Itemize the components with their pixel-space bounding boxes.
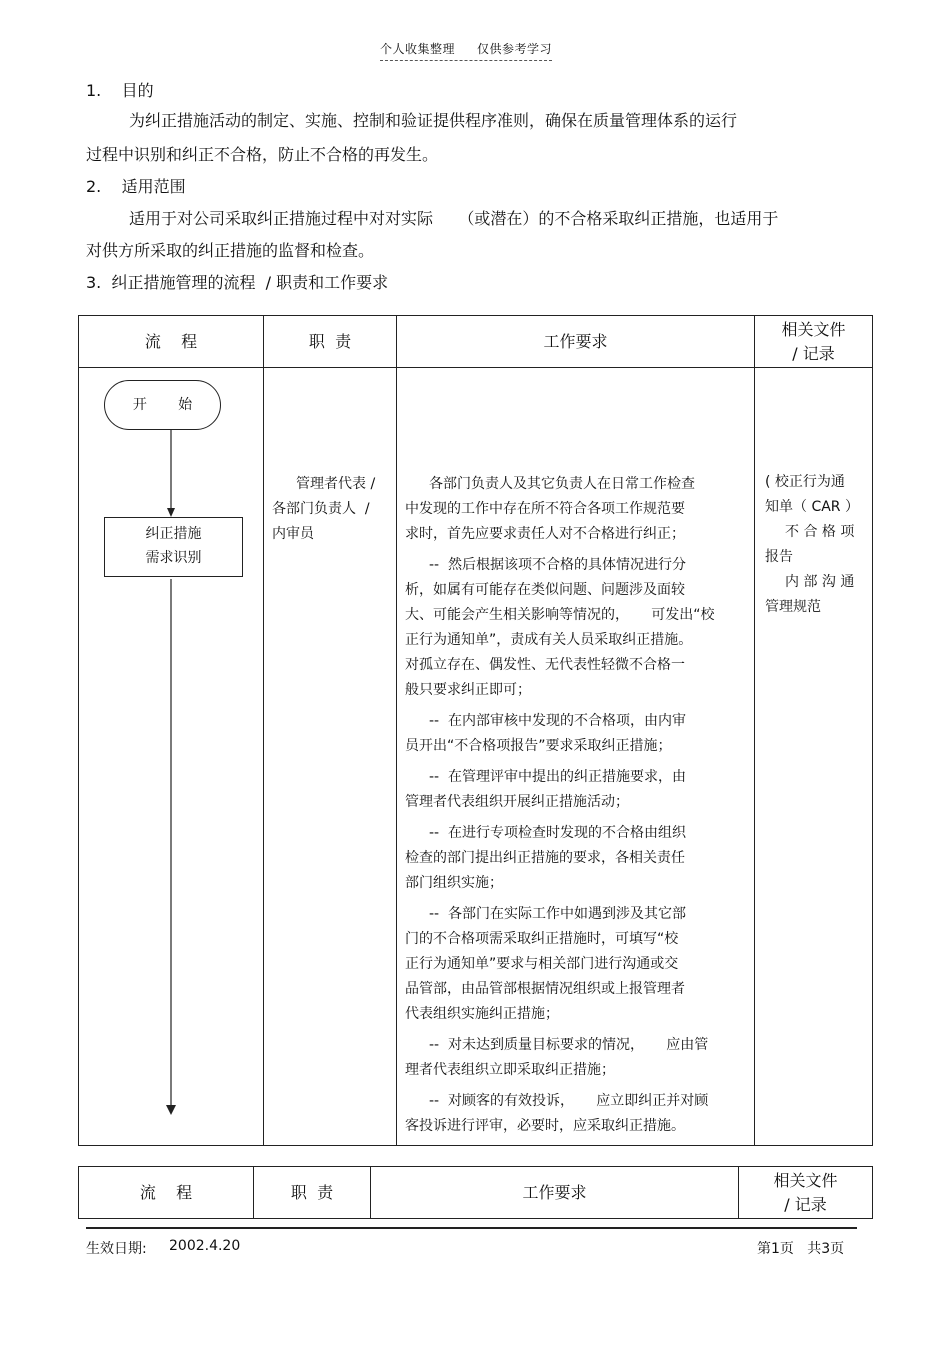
continuation-table bbox=[78, 1166, 873, 1219]
flow-arrowhead-2 bbox=[166, 1105, 176, 1115]
continuation-header-duty: 职 责 bbox=[254, 1167, 371, 1219]
requirement-line: -- 在进行专项检查时发现的不合格由组织 bbox=[429, 825, 687, 841]
docs-line-4: 报告 bbox=[765, 549, 793, 565]
requirement-line: 管理者代表组织开展纠正措施活动； bbox=[405, 794, 629, 810]
section-1-title: 1. 目的 bbox=[86, 81, 154, 100]
header-duty: 职 责 bbox=[264, 316, 397, 368]
footer-page-info: 第1页 共3页 bbox=[757, 1241, 845, 1257]
procedure-table bbox=[78, 315, 873, 1146]
requirement-line: 正行为通知单”，责成有关人员采取纠正措施。 bbox=[405, 632, 693, 648]
requirement-line: 正行为通知单”要求与相关部门进行沟通或交 bbox=[405, 956, 679, 972]
header-note-left: 个人收集整理 bbox=[380, 42, 456, 56]
requirement-line: -- 在管理评审中提出的纠正措施要求，由 bbox=[429, 769, 687, 785]
flow-arrowhead-1 bbox=[167, 508, 175, 517]
requirement-line: 般只要求纠正即可； bbox=[405, 682, 531, 698]
requirement-line: 大、可能会产生相关影响等情况的， 可发出“校 bbox=[405, 607, 715, 623]
requirement-item bbox=[405, 1033, 754, 1083]
continuation-header-docs-line-2: / 记录 bbox=[784, 1194, 827, 1214]
continuation-header-row bbox=[79, 1167, 873, 1219]
docs-cell bbox=[755, 368, 873, 1146]
requirement-line: 部门组织实施； bbox=[405, 875, 503, 891]
section-1-text-line-2: 过程中识别和纠正不合格，防止不合格的再发生。 bbox=[86, 145, 439, 164]
section-3-title: 3. 纠正措施管理的流程 / 职责和工作要求 bbox=[86, 273, 389, 292]
requirement-line: 门的不合格项需采取纠正措施时，可填写“校 bbox=[405, 931, 679, 947]
requirement-line: 代表组织实施纠正措施； bbox=[405, 1006, 559, 1022]
requirement-item bbox=[405, 709, 754, 759]
requirement-line: -- 然后根据该项不合格的具体情况进行分 bbox=[429, 557, 687, 573]
requirement-item bbox=[405, 821, 754, 896]
requirement-item bbox=[405, 765, 754, 815]
header-flow: 流 程 bbox=[79, 316, 264, 368]
footer-effective-date: 2002.4.20 bbox=[169, 1238, 241, 1254]
requirement-line: 员开出“不合格项报告”要求采取纠正措施； bbox=[405, 738, 672, 754]
table-header-row bbox=[79, 316, 873, 368]
requirement-line: 检查的部门提出纠正措施的要求，各相关责任 bbox=[405, 850, 685, 866]
requirement-item bbox=[405, 472, 754, 547]
flow-step-need-identification bbox=[104, 517, 243, 577]
duty-line-2: 各部门负责人 / bbox=[272, 501, 370, 517]
duty-line-3: 内审员 bbox=[272, 526, 314, 542]
requirement-line: 中发现的工作中存在所不符合各项工作规范要 bbox=[405, 501, 685, 517]
requirement-line: -- 对顾客的有效投诉， 应立即纠正并对顾 bbox=[429, 1093, 709, 1109]
requirement-line: -- 在内部审核中发现的不合格项，由内审 bbox=[429, 713, 687, 729]
duty-line-1: 管理者代表 / bbox=[296, 476, 376, 492]
flow-step-line-2: 需求识别 bbox=[145, 550, 202, 566]
flow-start-terminal: 开 始 bbox=[104, 380, 221, 430]
section-1-text-line-1: 为纠正措施活动的制定、实施、控制和验证提供程序准则，确保在质量管理体系的运行 bbox=[129, 111, 738, 130]
header-docs-line-2: / 记录 bbox=[792, 343, 835, 363]
requirement-line: -- 各部门在实际工作中如遇到涉及其它部 bbox=[429, 906, 687, 922]
flow-step-line-1: 纠正措施 bbox=[145, 526, 202, 542]
continuation-header-docs-line-1: 相关文件 bbox=[773, 1170, 838, 1190]
requirement-line: 析，如属有可能存在类似问题、问题涉及面较 bbox=[405, 582, 685, 598]
requirement-line: 求时，首先应要求责任人对不合格进行纠正； bbox=[405, 526, 685, 542]
requirement-cell bbox=[397, 368, 755, 1146]
docs-line-2: 知单（ CAR ） bbox=[765, 499, 859, 515]
section-2-title: 2. 适用范围 bbox=[86, 177, 186, 196]
section-2-text-line-2: 对供方所采取的纠正措施的监督和检查。 bbox=[86, 241, 375, 260]
header-docs-line-1: 相关文件 bbox=[781, 319, 846, 339]
footer-rule bbox=[86, 1227, 857, 1229]
docs-line-5: 内 部 沟 通 bbox=[785, 574, 855, 590]
requirement-line: -- 对未达到质量目标要求的情况， 应由管 bbox=[429, 1037, 709, 1053]
requirement-item bbox=[405, 553, 754, 703]
footer-effective-label: 生效日期: bbox=[86, 1241, 147, 1257]
table-body-row bbox=[79, 368, 873, 1146]
section-2-text-line-1: 适用于对公司采取纠正措施过程中对对实际 （或潜在）的不合格采取纠正措施，也适用于 bbox=[129, 209, 779, 228]
requirement-line: 对孤立存在、偶发性、无代表性轻微不合格一 bbox=[405, 657, 685, 673]
requirement-item bbox=[405, 1089, 754, 1139]
requirement-line: 客投诉进行评审，必要时，应采取纠正措施。 bbox=[405, 1118, 685, 1134]
requirement-line: 各部门负责人及其它负责人在日常工作检查 bbox=[429, 476, 695, 492]
duty-cell bbox=[264, 368, 397, 1146]
requirement-line: 品管部，由品管部根据情况组织或上报管理者 bbox=[405, 981, 685, 997]
header-note-right: 仅供参考学习 bbox=[477, 42, 553, 56]
docs-line-1: ( 校正行为通 bbox=[765, 474, 845, 490]
requirement-item bbox=[405, 902, 754, 1027]
header-docs bbox=[755, 316, 873, 368]
requirement-list bbox=[397, 368, 754, 1139]
flow-cell bbox=[79, 368, 264, 1146]
continuation-header-docs bbox=[739, 1167, 873, 1219]
docs-line-3: 不 合 格 项 bbox=[785, 524, 855, 540]
docs-line-6: 管理规范 bbox=[765, 599, 821, 615]
flow-arrows bbox=[79, 368, 264, 1138]
continuation-header-flow: 流 程 bbox=[79, 1167, 254, 1219]
header-note bbox=[380, 40, 552, 61]
continuation-header-requirement: 工作要求 bbox=[371, 1167, 739, 1219]
header-requirement: 工作要求 bbox=[397, 316, 755, 368]
requirement-line: 理者代表组织立即采取纠正措施； bbox=[405, 1062, 615, 1078]
